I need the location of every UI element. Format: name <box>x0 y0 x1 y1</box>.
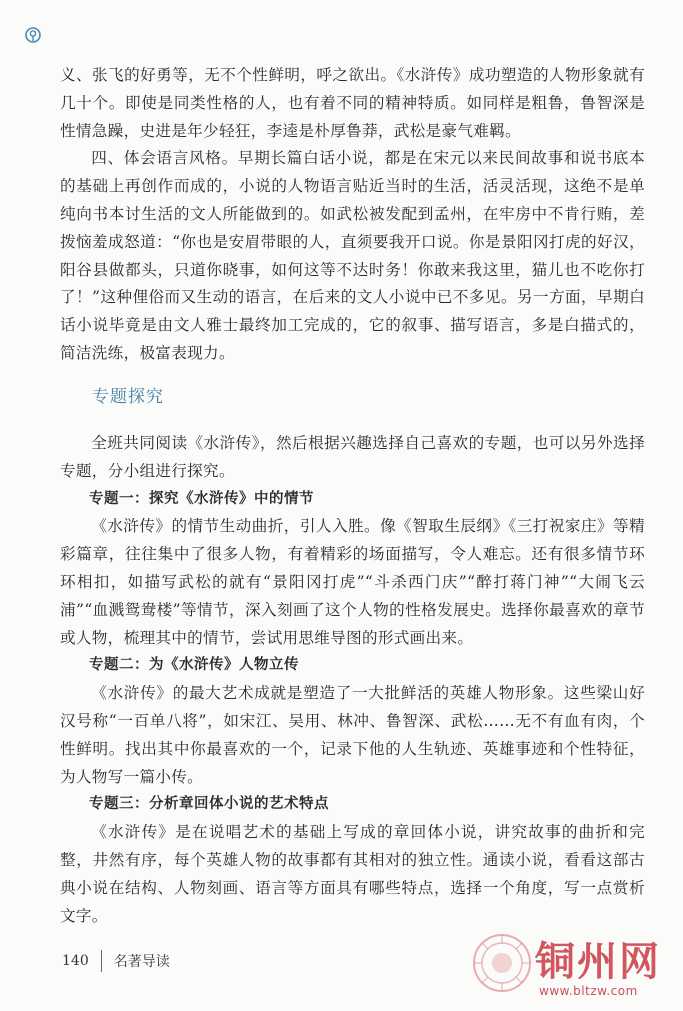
topic-1-body: 《水浒传》的情节生动曲折，引人入胜。像《智取生辰纲》《三打祝家庄》等精彩篇章，往往集中了很多人物，有着精彩的场面描写，令人难忘。还有很多情节环环相扣，如描写武松的就有“景阳冈打虎”“斗杀西门庆”“醉打蒋门神”“大闹飞云浦”“血溅鸳鸯楼”等情节，深入刻画了这个人物的性格发展史。选择你最喜欢的章节或人物，梳理其中的情节，尝试用思维导图的形式画出来。 <box>60 517 645 647</box>
watermark-site-name: 铜州网 <box>535 938 661 985</box>
topic-2-body: 《水浒传》的最大艺术成就是塑造了一大批鲜活的英雄人物形象。这些梁山好汉号称“一百单八将”，如宋江、吴用、林冲、鲁智深、武松……无不有血有肉，个性鲜明。找出其中你最喜欢的一个，记录下他的人生轨迹、英雄事迹和个性特征，为人物写一篇小传。 <box>60 684 645 786</box>
paragraph-character-types: 义、张飞的好勇等，无不个性鲜明，呼之欲出。《水浒传》成功塑造的人物形象就有几十个。即使是同类性格的人，也有着不同的精神特质。如同样是粗鲁，鲁智深是性情急躁，史进是年少轻狂，李逵是朴厚鲁莽，武松是豪气难羁。 <box>60 66 645 140</box>
section-title: 专题探究 <box>92 387 164 407</box>
site-watermark <box>471 930 671 1002</box>
publisher-logo-icon <box>24 26 42 44</box>
section-intro: 全班共同阅读《水浒传》，然后根据兴趣选择自己喜欢的专题，也可以另外选择专题，分小组进行探究。 <box>60 434 645 480</box>
footer-divider <box>101 950 102 972</box>
watermark-url: www.bltzw.com <box>539 984 638 998</box>
page-number: 140 <box>62 953 89 969</box>
book-section-name: 名著导读 <box>113 954 170 970</box>
topic-1-heading: 专题一：探究《水浒传》中的情节 <box>89 490 314 507</box>
topic-3-body: 《水浒传》是在说唱艺术的基础上写成的章回体小说，讲究故事的曲折和完整，井然有序，每个英雄人物的故事都有其相对的独立性。通读小说，看看这部古典小说在结构、人物刻画、语言等方面具有哪些特点，选择一个角度，写一点赏析文字。 <box>60 823 645 925</box>
paragraph-language-style: 四、体会语言风格。早期长篇白话小说，都是在宋元以来民间故事和说书底本的基础上再创作而成的，小说的人物语言贴近当时的生活，活灵活现，这绝不是单纯向书本讨生活的文人所能做到的。如武松被发配到孟州，在牢房中不肯行贿，差拨恼羞成怒道：“你也是安眉带眼的人，直须要我开口说。你是景阳冈打虎的好汉，阳谷县做都头，只道你晓事，如何这等不达时务！你敢来我这里，猫儿也不吃你打了！”这种俚俗而又生动的语言，在后来的文人小说中已不多见。另一方面，早期白话小说毕竟是由文人雅士最终加工完成的，它的叙事、描写语言，多是白描式的，简洁洗练，极富表现力。 <box>60 149 645 362</box>
watermark-seal-icon <box>471 932 533 994</box>
page-footer <box>62 950 170 972</box>
topic-3-heading: 专题三：分析章回体小说的艺术特点 <box>89 796 329 813</box>
topic-2-heading: 专题二：为《水浒传》人物立传 <box>89 657 299 674</box>
section-body <box>60 430 645 930</box>
top-text-block <box>60 62 645 368</box>
